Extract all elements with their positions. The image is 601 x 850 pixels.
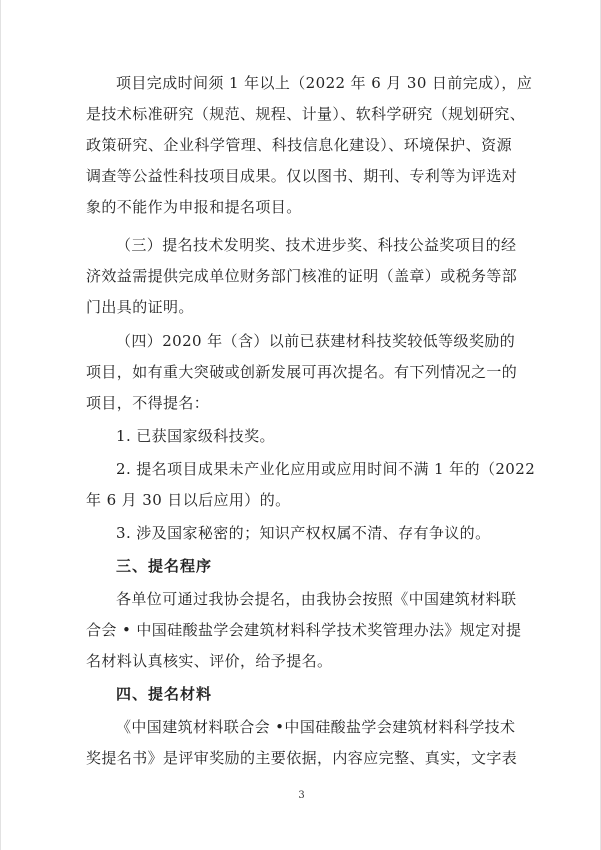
- section-heading: 四、提名材料: [116, 685, 213, 703]
- section-heading: 三、提名程序: [116, 557, 213, 575]
- paragraph-line: （三）提名技术发明奖、技术进步奖、科技公益奖项目的经: [116, 236, 517, 254]
- paragraph-line: 象的不能作为申报和提名项目。: [86, 198, 302, 216]
- paragraph-line: 是技术标准研究（规范、规程、计量）、软科学研究（规划研究、: [86, 105, 526, 123]
- paragraph-line: 项目，如有重大突破或创新发展可再次提名。有下列情况之一的: [86, 363, 518, 381]
- list-item: 年 6 月 30 日以后应用）的。: [86, 491, 291, 509]
- paragraph-line: 调查等公益性科技项目成果。仅以图书、期刊、专利等为评选对: [86, 167, 518, 185]
- paragraph-line: 门出具的证明。: [86, 298, 194, 316]
- paragraph-line: 项目，不得提名：: [86, 394, 210, 412]
- paragraph-line: 《中国建筑材料联合会 •中国硅酸盐学会建筑材料科学技术: [116, 718, 516, 736]
- paragraph-line: 合会 • 中国硅酸盐学会建筑材料科学技术奖管理办法》规定对提: [86, 621, 522, 639]
- paragraph-line: 济效益需提供完成单位财务部门核准的证明（盖章）或税务等部: [86, 267, 518, 285]
- paragraph-line: （四）2020 年（含）以前已获建材科技奖较低等级奖励的: [116, 332, 516, 350]
- paragraph-line: 奖提名书》是评审奖励的主要依据，内容应完整、真实，文字表: [86, 749, 518, 767]
- list-item: 1. 已获国家级科技奖。: [116, 427, 275, 445]
- paragraph-line: 各单位可通过我协会提名，由我协会按照《中国建筑材料联: [116, 590, 517, 608]
- list-item: 2. 提名项目成果未产业化应用或应用时间不满 1 年的（2022: [116, 460, 536, 478]
- list-item: 3. 涉及国家秘密的；知识产权权属不清、存有争议的。: [116, 524, 491, 542]
- paragraph-line: 名材料认真核实、评价，给予提名。: [86, 652, 333, 670]
- page-number: 3: [298, 790, 305, 801]
- paragraph-line: 政策研究、企业科学管理、科技信息化建设）、环境保护、资源: [86, 136, 512, 154]
- paragraph-line: 项目完成时间须 1 年以上（2022 年 6 月 30 日前完成），应: [116, 74, 533, 92]
